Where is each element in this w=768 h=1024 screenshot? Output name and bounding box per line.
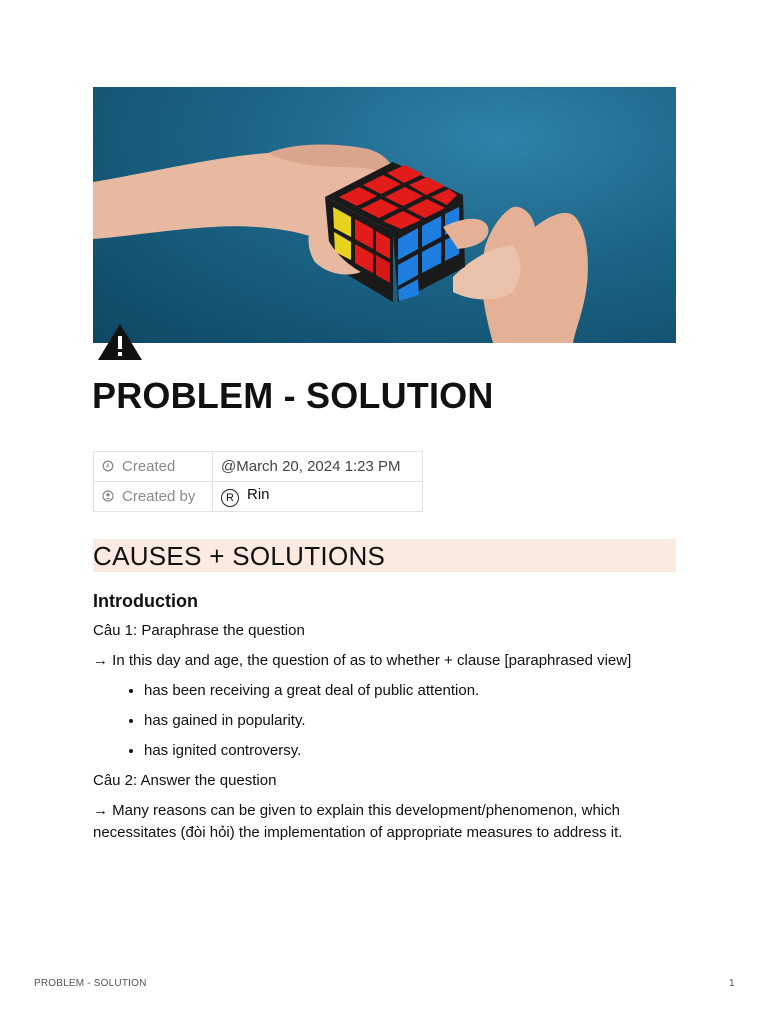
clock-icon <box>102 459 114 471</box>
property-row-created <box>94 452 423 482</box>
property-value-created-by[interactable] <box>213 482 423 512</box>
property-key-created-by[interactable] <box>94 482 213 512</box>
footer-doc-title: PROBLEM - SOLUTION <box>34 978 147 989</box>
date-mention: @March 20, 2024 1:23 PM <box>221 458 401 475</box>
paragraph-q1: Câu 1: Paraphrase the question <box>93 622 305 639</box>
subheading-introduction: Introduction <box>93 591 198 611</box>
section-heading-text: CAUSES + SOLUTIONS <box>93 541 386 571</box>
user-name: Rin <box>247 486 270 503</box>
paragraph-q1-answer: → In this day and age, the question of as to whether + clause [paraphrased view] <box>93 652 632 669</box>
list-item: • has been receiving a great deal of public attention. <box>144 680 676 702</box>
bullet-list <box>93 680 676 762</box>
person-icon <box>102 489 114 501</box>
list-item: • has ignited controversy. <box>144 740 676 762</box>
property-row-created-by <box>94 482 423 512</box>
paragraph-q2-answer: → Many reasons can be given to explain this development/phenomenon, which necessitates (đòi hỏi) the implementation of appropriate measures to address it. <box>93 802 623 841</box>
property-key-label: Created <box>122 458 176 475</box>
page-title: PROBLEM - SOLUTION <box>92 375 494 416</box>
property-key-label: Created by <box>122 488 196 505</box>
paragraph-q2: Câu 2: Answer the question <box>93 772 277 789</box>
user-avatar: R <box>221 489 239 507</box>
section-heading <box>93 539 676 572</box>
property-key-created[interactable] <box>94 452 213 482</box>
list-item: • has gained in popularity. <box>144 710 676 732</box>
footer-page-number: 1 <box>729 978 735 989</box>
warning-icon[interactable] <box>97 322 143 362</box>
page-content <box>93 588 676 852</box>
property-value-created[interactable] <box>213 452 423 482</box>
properties-table <box>93 451 423 512</box>
cover-image <box>93 87 676 343</box>
